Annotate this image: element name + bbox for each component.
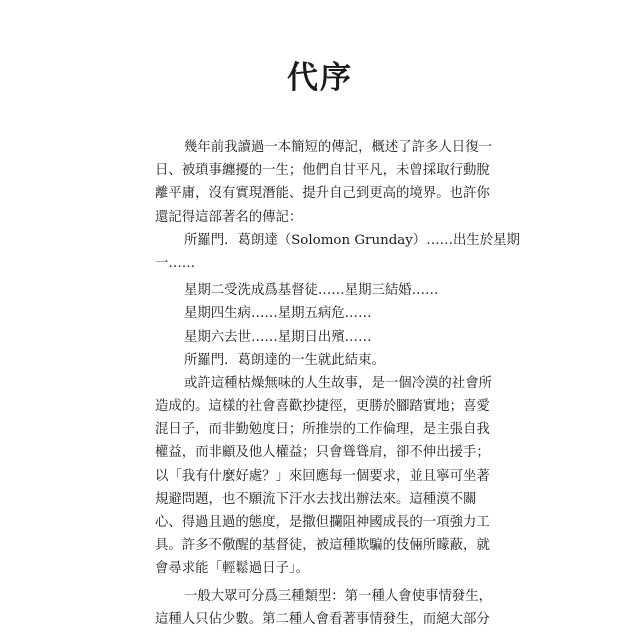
text-line: 混日子，而非勤勉度日；所推崇的工作倫理，是主張自我 xyxy=(155,422,490,438)
text-line: 日、被瑣事纏擾的一生；他們自甘平凡，未曾採取行動脫 xyxy=(155,163,490,179)
text-line: 所羅門．葛朗達（Solomon Grunday）……出生於星期 xyxy=(184,232,520,248)
text-line: 規避問題，也不願流下汗水去找出辦法來。這種漠不關 xyxy=(155,491,477,507)
text-line: 星期四生病……星期五病危…… xyxy=(184,306,372,322)
text-line: 星期二受洗成爲基督徒……星期三結婚…… xyxy=(184,283,439,299)
text-line: 一般大眾可分爲三種類型：第一種人會使事情發生， xyxy=(184,588,492,604)
text-line: 具。許多不儆醒的基督徒，被這種欺騙的伎倆所矇蔽，就 xyxy=(155,538,490,554)
page-title: 代序 xyxy=(287,60,353,96)
text-line: 權益，而非顧及他人權益；只會聳聳肩，卻不伸出援手； xyxy=(155,445,490,461)
text-line: 離平庸，沒有實現潛能、提升自己到更高的境界。也許你 xyxy=(155,186,490,202)
text-line: 星期六去世……星期日出殯…… xyxy=(184,329,372,345)
text-line: 所羅門．葛朗達的一生就此結束。 xyxy=(184,352,385,368)
text-line: 還記得這部著名的傳記： xyxy=(155,209,303,225)
text-line: 幾年前我讀過一本簡短的傳記，概述了許多人日復一 xyxy=(184,140,492,155)
text-line: 這種人只佔少數。第二種人會看著事情發生，而絕大部分 xyxy=(155,611,490,627)
body-text xyxy=(155,136,520,631)
text-line: 心、得過且過的態度，是撒但攔阻神國成長的一項強力工 xyxy=(155,515,490,530)
text-line: 造成的。這樣的社會喜歡抄捷徑，更勝於腳踏實地；喜愛 xyxy=(155,399,490,415)
text-line: 以「我有什麼好處？」來回應每一個要求，並且寧可坐著 xyxy=(155,468,490,484)
text-line: 會尋求能「輕鬆過日子」。 xyxy=(155,561,309,577)
text-line: 一…… xyxy=(155,255,196,271)
text-line: 或許這種枯燥無味的人生故事，是一個冷漠的社會所 xyxy=(184,375,492,391)
